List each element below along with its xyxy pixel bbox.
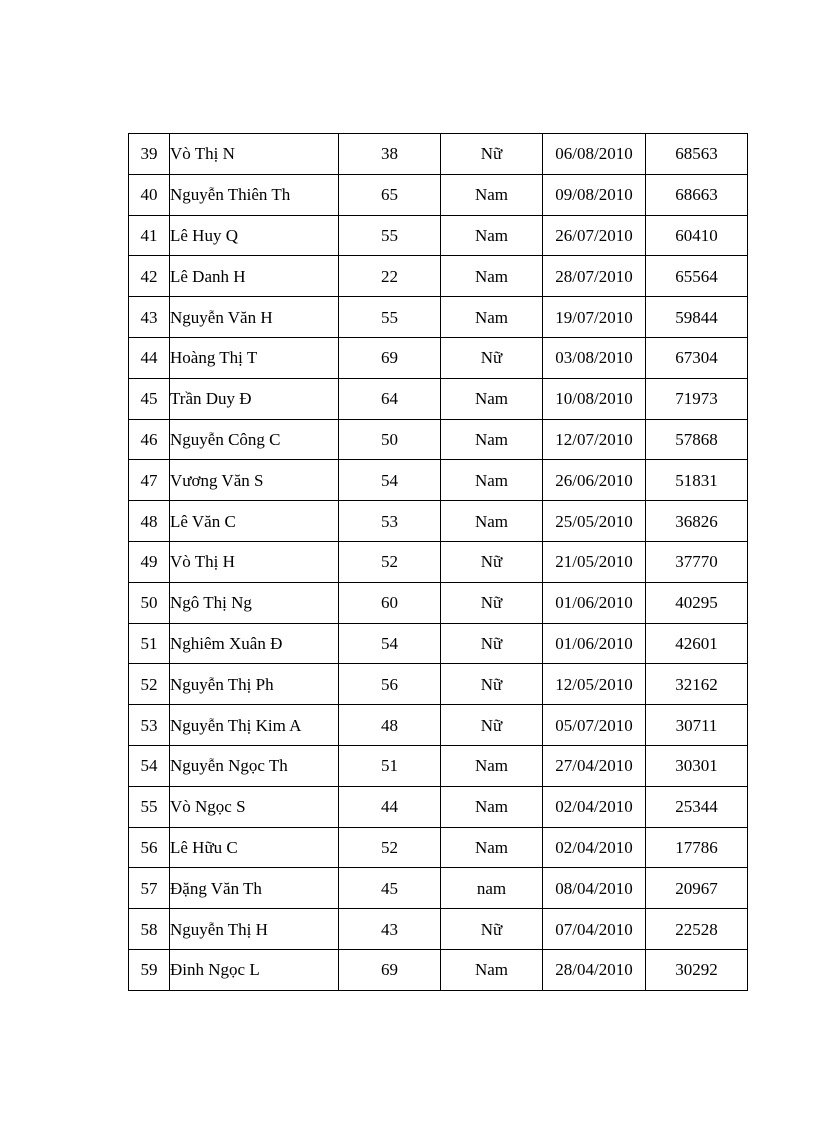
- table-row: [129, 174, 748, 215]
- date-cell: 26/07/2010: [543, 215, 646, 256]
- sex-cell: Nam: [441, 827, 543, 868]
- table-row: [129, 623, 748, 664]
- code-cell: 71973: [646, 378, 748, 419]
- name-cell: Vò Thị N: [170, 134, 339, 175]
- row-number-cell: 54: [129, 745, 170, 786]
- sex-cell: Nữ: [441, 909, 543, 950]
- age-cell: 50: [339, 419, 441, 460]
- table-row: [129, 460, 748, 501]
- table-row: [129, 827, 748, 868]
- row-number-cell: 48: [129, 501, 170, 542]
- row-number-cell: 58: [129, 909, 170, 950]
- date-cell: 09/08/2010: [543, 174, 646, 215]
- sex-cell: Nữ: [441, 705, 543, 746]
- age-cell: 69: [339, 949, 441, 990]
- code-cell: 30301: [646, 745, 748, 786]
- date-cell: 08/04/2010: [543, 868, 646, 909]
- date-cell: 27/04/2010: [543, 745, 646, 786]
- sex-cell: Nam: [441, 745, 543, 786]
- sex-cell: Nam: [441, 501, 543, 542]
- age-cell: 54: [339, 460, 441, 501]
- code-cell: 17786: [646, 827, 748, 868]
- sex-cell: Nữ: [441, 337, 543, 378]
- code-cell: 20967: [646, 868, 748, 909]
- code-cell: 67304: [646, 337, 748, 378]
- name-cell: Nguyễn Thị Ph: [170, 664, 339, 705]
- code-cell: 32162: [646, 664, 748, 705]
- name-cell: Ngô Thị Ng: [170, 582, 339, 623]
- code-cell: 22528: [646, 909, 748, 950]
- sex-cell: Nữ: [441, 541, 543, 582]
- date-cell: 12/05/2010: [543, 664, 646, 705]
- name-cell: Đinh Ngọc L: [170, 949, 339, 990]
- age-cell: 48: [339, 705, 441, 746]
- age-cell: 54: [339, 623, 441, 664]
- age-cell: 44: [339, 786, 441, 827]
- date-cell: 25/05/2010: [543, 501, 646, 542]
- sex-cell: Nam: [441, 949, 543, 990]
- table-row: [129, 134, 748, 175]
- date-cell: 01/06/2010: [543, 623, 646, 664]
- row-number-cell: 39: [129, 134, 170, 175]
- date-cell: 10/08/2010: [543, 378, 646, 419]
- age-cell: 56: [339, 664, 441, 705]
- date-cell: 21/05/2010: [543, 541, 646, 582]
- name-cell: Hoàng Thị T: [170, 337, 339, 378]
- name-cell: Nguyễn Văn H: [170, 297, 339, 338]
- age-cell: 69: [339, 337, 441, 378]
- date-cell: 05/07/2010: [543, 705, 646, 746]
- code-cell: 60410: [646, 215, 748, 256]
- age-cell: 52: [339, 827, 441, 868]
- code-cell: 68663: [646, 174, 748, 215]
- row-number-cell: 47: [129, 460, 170, 501]
- age-cell: 60: [339, 582, 441, 623]
- code-cell: 51831: [646, 460, 748, 501]
- age-cell: 55: [339, 215, 441, 256]
- table-body: [129, 134, 748, 991]
- date-cell: 06/08/2010: [543, 134, 646, 175]
- age-cell: 43: [339, 909, 441, 950]
- row-number-cell: 57: [129, 868, 170, 909]
- age-cell: 51: [339, 745, 441, 786]
- table-row: [129, 582, 748, 623]
- age-cell: 64: [339, 378, 441, 419]
- row-number-cell: 42: [129, 256, 170, 297]
- sex-cell: Nam: [441, 786, 543, 827]
- row-number-cell: 53: [129, 705, 170, 746]
- row-number-cell: 49: [129, 541, 170, 582]
- age-cell: 45: [339, 868, 441, 909]
- sex-cell: Nữ: [441, 664, 543, 705]
- date-cell: 26/06/2010: [543, 460, 646, 501]
- name-cell: Lê Văn C: [170, 501, 339, 542]
- code-cell: 36826: [646, 501, 748, 542]
- table-row: [129, 256, 748, 297]
- date-cell: 19/07/2010: [543, 297, 646, 338]
- code-cell: 59844: [646, 297, 748, 338]
- sex-cell: Nam: [441, 174, 543, 215]
- table-row: [129, 949, 748, 990]
- row-number-cell: 52: [129, 664, 170, 705]
- table-row: [129, 909, 748, 950]
- row-number-cell: 46: [129, 419, 170, 460]
- code-cell: 25344: [646, 786, 748, 827]
- name-cell: Nguyễn Thị Kim A: [170, 705, 339, 746]
- name-cell: Nguyễn Thị H: [170, 909, 339, 950]
- sex-cell: Nam: [441, 215, 543, 256]
- code-cell: 40295: [646, 582, 748, 623]
- table-row: [129, 868, 748, 909]
- table-row: [129, 297, 748, 338]
- date-cell: 03/08/2010: [543, 337, 646, 378]
- row-number-cell: 59: [129, 949, 170, 990]
- row-number-cell: 41: [129, 215, 170, 256]
- name-cell: Lê Danh H: [170, 256, 339, 297]
- date-cell: 12/07/2010: [543, 419, 646, 460]
- sex-cell: Nữ: [441, 134, 543, 175]
- table-row: [129, 337, 748, 378]
- code-cell: 42601: [646, 623, 748, 664]
- name-cell: Nghiêm Xuân Đ: [170, 623, 339, 664]
- code-cell: 68563: [646, 134, 748, 175]
- date-cell: 28/07/2010: [543, 256, 646, 297]
- name-cell: Lê Huy Q: [170, 215, 339, 256]
- date-cell: 07/04/2010: [543, 909, 646, 950]
- code-cell: 30292: [646, 949, 748, 990]
- date-cell: 02/04/2010: [543, 786, 646, 827]
- table-row: [129, 419, 748, 460]
- table-row: [129, 705, 748, 746]
- row-number-cell: 40: [129, 174, 170, 215]
- row-number-cell: 43: [129, 297, 170, 338]
- name-cell: Trần Duy Đ: [170, 378, 339, 419]
- row-number-cell: 50: [129, 582, 170, 623]
- age-cell: 53: [339, 501, 441, 542]
- sex-cell: nam: [441, 868, 543, 909]
- sex-cell: Nam: [441, 419, 543, 460]
- age-cell: 55: [339, 297, 441, 338]
- table-row: [129, 745, 748, 786]
- name-cell: Lê Hữu C: [170, 827, 339, 868]
- row-number-cell: 44: [129, 337, 170, 378]
- age-cell: 65: [339, 174, 441, 215]
- name-cell: Đặng Văn Th: [170, 868, 339, 909]
- date-cell: 02/04/2010: [543, 827, 646, 868]
- table-row: [129, 786, 748, 827]
- sex-cell: Nữ: [441, 582, 543, 623]
- date-cell: 01/06/2010: [543, 582, 646, 623]
- age-cell: 38: [339, 134, 441, 175]
- row-number-cell: 45: [129, 378, 170, 419]
- row-number-cell: 55: [129, 786, 170, 827]
- code-cell: 30711: [646, 705, 748, 746]
- name-cell: Vò Thị H: [170, 541, 339, 582]
- age-cell: 52: [339, 541, 441, 582]
- date-cell: 28/04/2010: [543, 949, 646, 990]
- name-cell: Nguyễn Ngọc Th: [170, 745, 339, 786]
- name-cell: Vương Văn S: [170, 460, 339, 501]
- code-cell: 65564: [646, 256, 748, 297]
- name-cell: Nguyễn Thiên Th: [170, 174, 339, 215]
- table-row: [129, 378, 748, 419]
- name-cell: Vò Ngọc S: [170, 786, 339, 827]
- row-number-cell: 51: [129, 623, 170, 664]
- patient-table: [128, 133, 748, 991]
- code-cell: 37770: [646, 541, 748, 582]
- row-number-cell: 56: [129, 827, 170, 868]
- sex-cell: Nam: [441, 256, 543, 297]
- sex-cell: Nam: [441, 378, 543, 419]
- table-row: [129, 664, 748, 705]
- sex-cell: Nam: [441, 460, 543, 501]
- table-row: [129, 501, 748, 542]
- name-cell: Nguyễn Công C: [170, 419, 339, 460]
- code-cell: 57868: [646, 419, 748, 460]
- age-cell: 22: [339, 256, 441, 297]
- table-row: [129, 215, 748, 256]
- table-row: [129, 541, 748, 582]
- sex-cell: Nữ: [441, 623, 543, 664]
- sex-cell: Nam: [441, 297, 543, 338]
